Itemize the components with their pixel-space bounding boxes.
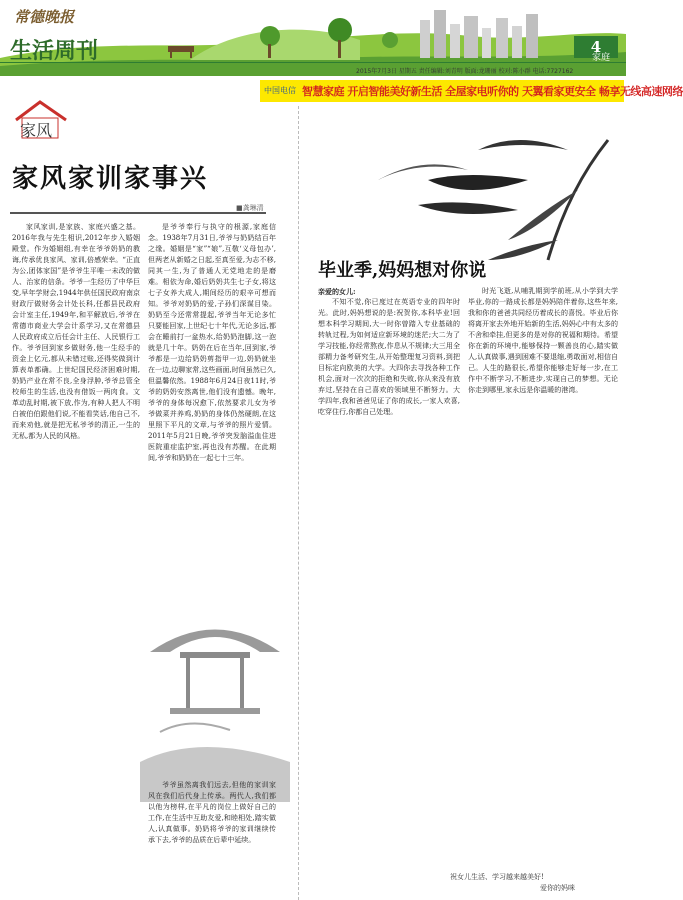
page-number: 4 (574, 36, 618, 58)
section-title: 生活周刊 (10, 38, 99, 64)
article-a-column-1 (12, 222, 140, 886)
closing-line: 祝女儿生活、学习越来越美好! (450, 873, 544, 881)
article-b-title: 毕业季,妈妈想对你说 (318, 260, 487, 281)
article-a-column-3 (148, 780, 276, 890)
article-a-author: ■龚琳清 (236, 204, 264, 212)
article-a-title: 家风家训家事兴 (12, 164, 209, 194)
bamboo-painting (318, 110, 618, 270)
salutation: 亲爱的女儿: (318, 287, 356, 296)
page-header (0, 0, 626, 76)
signature: 爱你的妈咪 (540, 884, 575, 892)
dateline: 2015年7月3日 星期五 责任编辑:刘青明 版面:龙珊丽 校对:陈小群 电话:7727162 (356, 68, 574, 75)
article-a-text: 爷爷虽然离我们远去,但他的家训家风在我们后代身上传承。两代人,我们都以他为榜样,在平凡的岗位上做好自己的工作,在生活中互助友爱,和睦相处,踏实做人,认真做事。奶奶将爷爷的家训继续传承下去,爷爷的品质在后辈中延续。 (148, 781, 276, 844)
article-b-text: 不知不觉,你已度过在英语专业的四年时光。此时,妈妈想说的是:祝贺你,本科毕业!回想本科学习期间,大一时你曾踏入专业基础的转轨过程,为如何适应新环境的迷茫;大二为了学习技能,你经常熬夜,作息从不规律;大三用全部精力备考研究生,从开始整理复习资料,到把目标定向欧美的大学。大四你去寻找各种工作机会,面对一次次的拒绝和失败,你从来没有放弃过,坚持在自己喜欢的领域里不断努力。大学四年,我和爸爸见证了你的成长,一家人欢喜,吃穿住行,你都自己处理。 (318, 298, 460, 416)
article-b-column-1 (318, 286, 460, 882)
family-column-logo (12, 100, 72, 144)
newspaper-name: 常德晚报 (14, 8, 75, 26)
divider (10, 212, 266, 214)
page-section-label: 家庭 (592, 53, 611, 63)
article-b-column-2 (468, 286, 618, 866)
pavilion-illustration (140, 612, 290, 802)
advert-banner[interactable] (260, 80, 683, 102)
article-b-text: 时光飞逝,从哺乳期到学前班,从小学到大学毕业,你的一路成长都是妈妈陪伴着你,这些年来,我和你的爸爸共同经历着成长的喜悦。毕业后你将离开家去外地开始新的生活,妈妈心中有太多的不舍和牵挂,但更多的是对你的祝福和期待。希望你在新的环境中,能够保持一颗善良的心,踏实做人,认真做事,遇到困难不要退缩,勇敢面对,相信自己。人生的路很长,希望你能够走好每一步,在工作中不断学习,不断进步,实现自己的梦想。无论你走到哪里,家永远是你温暖的港湾。 (468, 287, 618, 394)
column-label: 家风 (20, 121, 53, 140)
article-a-column-2 (148, 222, 276, 608)
advert-slogan: 智慧家庭 开启智能美好新生活 全屋家电听你的 天翼看家更安全 畅享无线高速网络 (302, 85, 683, 98)
article-a-text: 家风家训,是家族、家庭兴盛之基。2016年我与先生相识,2012年步入婚姻殿堂。作为婚姻组,有幸在爷爷奶奶的教诲,传承优良家风、家训,倍感荣幸。“正直为公,团体家国”是爷爷生平唯一未改的做人、治家的信条。爷爷一生经历了中华巨变,早年学财会,1944年供任国民政府南京财政厅做财务会计处长科,任都县民政府会计室主任,1949年,和平解放后,爷爷在常德市商业大学会计系学习,又在常德县人民政府成立后任会计主任、人民银行工作。爷爷回到家乡做财务,他一生经手的资金上亿元,都从未错过账,还得奖做到计算表单都确。上世纪国民经济困难时期,奶奶产业在常不良,全身浮肿,爷爷总管全校师生的生活,也没有借饭一两肉食。文革动乱时期,被下放,作为,有种人把人不明白被伯伯跟他们说,不能看笑话,他自己不,而来劝他,就是把无私爷爷的清正,一生的无私,都为人民的风格。 (12, 223, 140, 440)
article-a-text: 是爷爷奉行与执守的根源,家庭信念。1938年7月31日,爷爷与奶奶结百年之缘。婚姻是“家”“娘”,互敬‘义母包办’,但两老从新婚之日起,至真至爱,为志不移,同其一生,为了普通人无党地走的是磨难。相依为命,婚后奶奶共生七子女,将这七子女养大成人,期间经历的艰辛可想而知。爷爷对奶奶的爱,子孙们深谋目染。奶奶至今还常常提起,爷爷当年无论多忙只要能回家,上世纪七十年代,无论多远,都会在睡前打一盆热水,给奶奶泡脚,这一泡就是几十年。奶奶在后在当年,回到家,爷爷都是一边给奶奶剪指甲一边,奶奶就坐在一边,边聊家常,这些画面,时间虽然已久,但温馨依然。1988年6月24日夜11时,爷爷的奶奶安然离世,他们没有遗憾。晚年,爷爷的身体每况愈下,依然要求儿女为爷爷做菜并养鸡,奶奶的身体仍然硬朗,在这里照下平凡的文章,与爷爷的照片爱情。2011年5月21日晚,爷爷突发脑溢血住进医院重症监护室,再也没有苏醒。在此期间,爷爷和奶奶在一起七十三年。 (148, 223, 276, 462)
telecom-logo: 中国电信 (264, 86, 296, 95)
